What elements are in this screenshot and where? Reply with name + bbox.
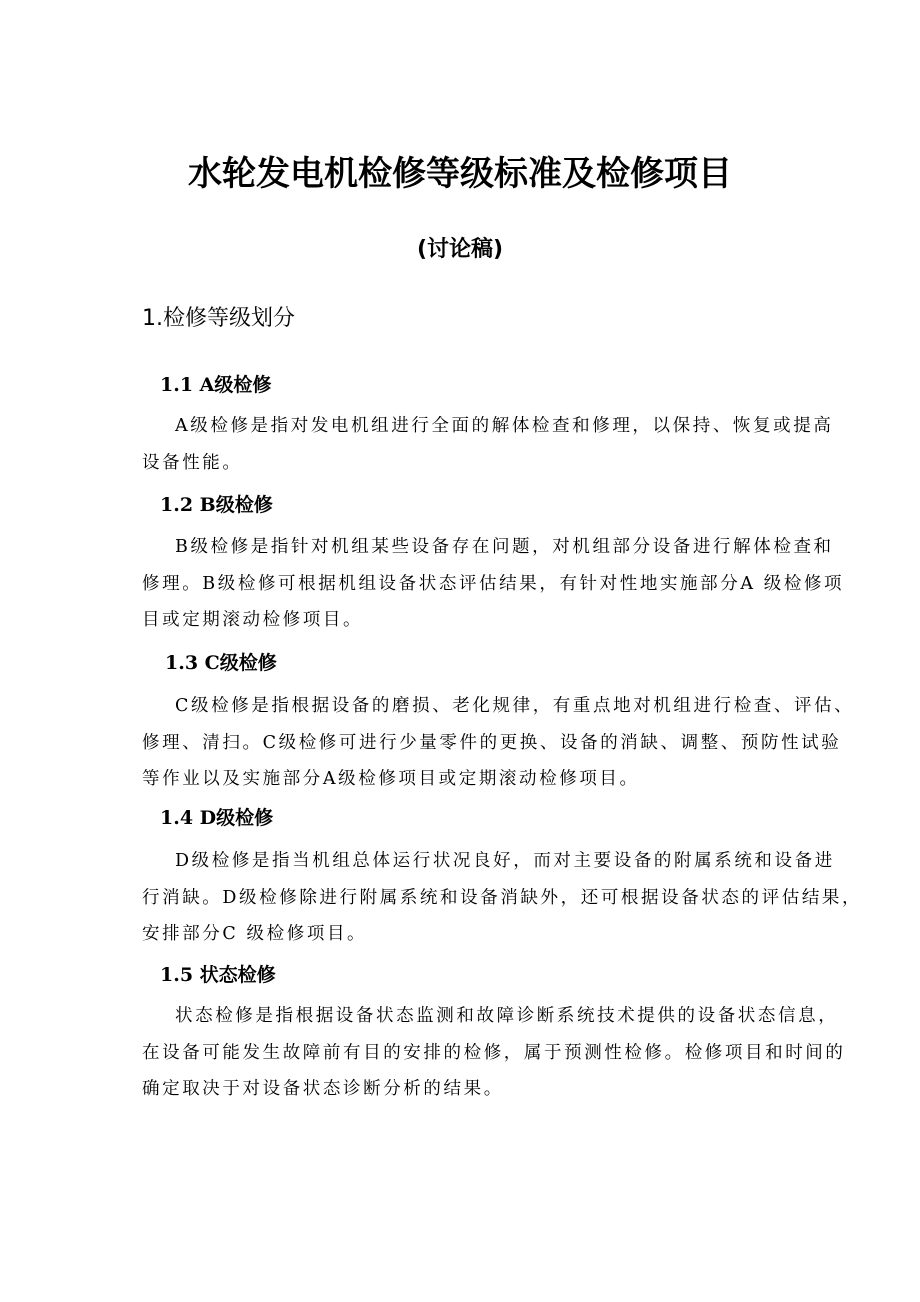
subsection-heading-c: 1.3 C级检修 xyxy=(165,652,277,674)
subsection-heading-b: 1.2 B级检修 xyxy=(160,494,273,516)
subsection-heading-state: 1.5 状态检修 xyxy=(160,964,276,986)
paragraph-line: 安排部分C 级检修项目。 xyxy=(142,924,368,944)
paragraph-line: C级检修是指根据设备的磨损、老化规律，有重点地对机组进行检查、评估、 xyxy=(175,696,855,716)
paragraph-line: 确定取决于对设备状态诊断分析的结果。 xyxy=(142,1079,504,1099)
section-heading: 1.检修等级划分 xyxy=(142,306,295,331)
paragraph-line: 状态检修是指根据设备状态监测和故障诊断系统技术提供的设备状态信息， xyxy=(175,1006,839,1026)
paragraph-line: 在设备可能发生故障前有目的安排的检修，属于预测性检修。检修项目和时间的 xyxy=(142,1043,846,1063)
subsection-heading-a: 1.1 A级检修 xyxy=(160,374,272,396)
document-subtitle: (讨论稿) xyxy=(416,237,504,262)
paragraph-line: 修理、清扫。C级检修可进行少量零件的更换、设备的消缺、调整、预防性试验 xyxy=(142,733,842,753)
paragraph-line: B级检修是指针对机组某些设备存在问题，对机组部分设备进行解体检查和 xyxy=(175,537,834,557)
paragraph-line: 目或定期滚动检修项目。 xyxy=(142,610,364,630)
paragraph-line: 行消缺。D级检修除进行附属系统和设备消缺外，还可根据设备状态的评估结果， xyxy=(142,888,863,908)
paragraph-line: 等作业以及实施部分A级检修项目或定期滚动检修项目。 xyxy=(142,769,640,789)
paragraph-line: A级检修是指对发电机组进行全面的解体检查和修理，以保持、恢复或提高 xyxy=(175,416,834,436)
paragraph-line: 设备性能。 xyxy=(142,453,243,473)
paragraph-line: 修理。B级检修可根据机组设备状态评估结果，有针对性地实施部分A 级检修项 xyxy=(142,574,845,594)
subsection-heading-d: 1.4 D级检修 xyxy=(160,807,274,829)
document-title: 水轮发电机检修等级标准及检修项目 xyxy=(188,154,732,194)
paragraph-line: D级检修是指当机组总体运行状况良好，而对主要设备的附属系统和设备进 xyxy=(175,851,835,871)
